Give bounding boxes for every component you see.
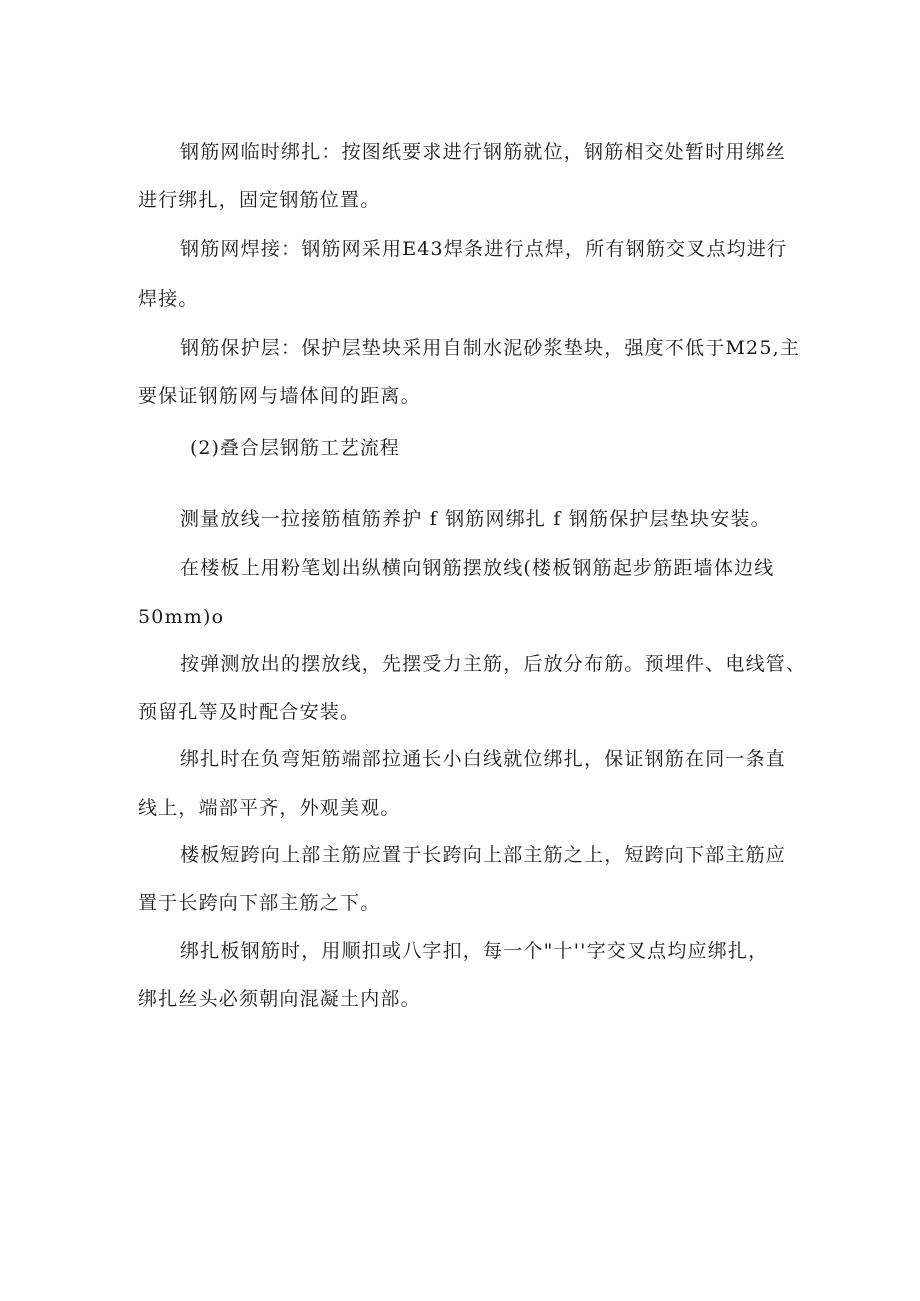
paragraph-binding-alignment-line-1: 绑扎时在负弯矩筋端部拉通长小白线就位绑扎，保证钢筋在同一条直 bbox=[180, 748, 787, 770]
paragraph-layout-lines-line-2: 50mm)o bbox=[138, 606, 225, 628]
paragraph-rebar-welding-line-2: 焊接。 bbox=[138, 288, 199, 310]
paragraph-rebar-temp-binding-line-1: 钢筋网临时绑扎：按图纸要求进行钢筋就位，钢筋相交处暂时用绑丝 bbox=[180, 141, 787, 163]
paragraph-placement-line-1: 按弹测放出的摆放线，先摆受力主筋，后放分布筋。预埋件、电线管、 bbox=[180, 653, 807, 675]
paragraph-binding-alignment-line-2: 线上，端部平齐，外观美观。 bbox=[138, 797, 401, 819]
paragraph-protective-layer-line-2: 要保证钢筋网与墙体间的距离。 bbox=[138, 385, 421, 407]
section-heading: (2)叠合层钢筋工艺流程 bbox=[190, 437, 400, 459]
paragraph-tie-method-line-2: 绑扎丝头必须朝向混凝土内部。 bbox=[138, 988, 421, 1010]
paragraph-rebar-temp-binding-line-2: 进行绑扎，固定钢筋位置。 bbox=[138, 189, 381, 211]
paragraph-tie-method-line-1: 绑扎板钢筋时，用顺扣或八字扣，每一个"十''字交叉点均应绑扎， bbox=[180, 940, 769, 962]
paragraph-protective-layer-line-1: 钢筋保护层：保护层垫块采用自制水泥砂浆垫块，强度不低于M25,主 bbox=[180, 337, 801, 359]
paragraph-layout-lines-line-1: 在楼板上用粉笔划出纵横向钢筋摆放线(楼板钢筋起步筋距墙体边线 bbox=[180, 557, 775, 579]
paragraph-span-order-line-2: 置于长跨向下部主筋之下。 bbox=[138, 892, 381, 914]
paragraph-rebar-welding-line-1: 钢筋网焊接：钢筋网采用E43焊条进行点焊，所有钢筋交叉点均进行 bbox=[180, 238, 788, 260]
paragraph-span-order-line-1: 楼板短跨向上部主筋应置于长跨向上部主筋之上，短跨向下部主筋应 bbox=[180, 844, 787, 866]
paragraph-process-flow-line-1: 测量放线一拉接筋植筋养护 f 钢筋网绑扎 f 钢筋保护层垫块安装。 bbox=[180, 508, 771, 530]
paragraph-placement-line-2: 预留孔等及时配合安装。 bbox=[138, 701, 361, 723]
